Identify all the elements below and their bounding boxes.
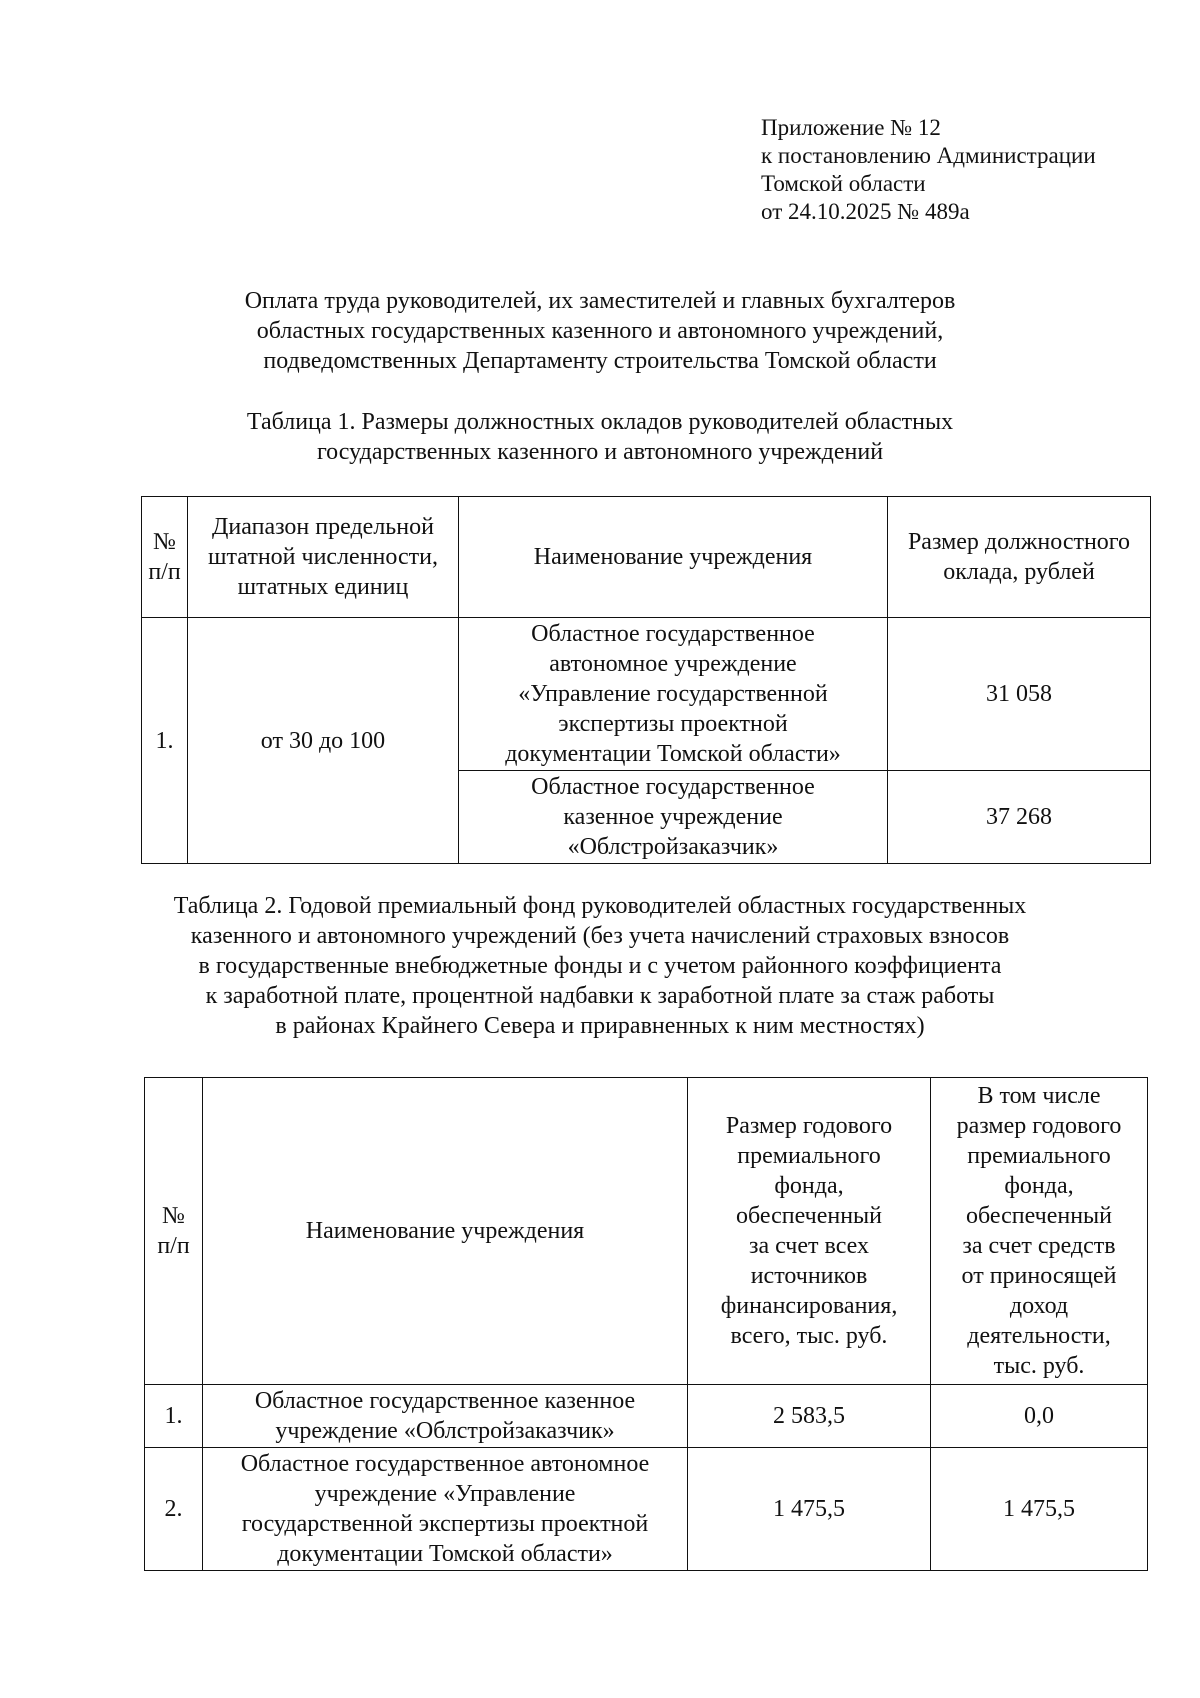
annex-reference: к постановлению Администрации — [761, 143, 1096, 168]
title-line: подведомственных Департаменту строительства Томской области — [263, 348, 937, 374]
header-num: № п/п — [142, 497, 188, 618]
row-num: 2. — [145, 1448, 203, 1571]
total-fund-value: 2 583,5 — [688, 1385, 931, 1448]
header-salary: Размер должностного оклада, рублей — [888, 497, 1151, 618]
institution-name: Областное государственное казенное учреждение «Облстройзаказчик» — [203, 1385, 688, 1448]
row-num: 1. — [145, 1385, 203, 1448]
row-staff-range: от 30 до 100 — [188, 618, 459, 864]
annex-number: Приложение № 12 — [761, 115, 941, 140]
header-num: № п/п — [145, 1078, 203, 1385]
annex-region: Томской области — [761, 171, 926, 196]
caption-line: в государственные внебюджетные фонды и с учетом районного коэффициента — [198, 953, 1002, 979]
table-row — [142, 618, 1151, 771]
caption-line: Таблица 1. Размеры должностных окладов руководителей областных — [246, 409, 954, 435]
row-num: 1. — [142, 618, 188, 864]
annex-date: от 24.10.2025 № 489а — [761, 199, 970, 224]
caption-line: к заработной плате, процентной надбавки к заработной плате за стаж работы — [205, 983, 995, 1009]
salary-value: 37 268 — [888, 771, 1151, 864]
title-line: Оплата труда руководителей, их заместителей и главных бухгалтеров — [244, 288, 956, 314]
header-institution: Наименование учреждения — [203, 1078, 688, 1385]
caption-line: государственных казенного и автономного учреждений — [316, 439, 884, 465]
bonus-fund-table — [144, 1077, 1148, 1571]
institution-name: Областное государственное казенное учреждение «Облстройзаказчик» — [459, 771, 888, 864]
header-institution: Наименование учреждения — [459, 497, 888, 618]
institution-name: Областное государственное автономное учреждение «Управление государственной экспертизы проектной документации Томской области» — [203, 1448, 688, 1571]
table-row — [145, 1448, 1148, 1571]
income-fund-value: 0,0 — [931, 1385, 1148, 1448]
table-header-row — [142, 497, 1151, 618]
header-total-fund: Размер годового премиального фонда, обеспеченный за счет всех источников финансирования, всего, тыс. руб. — [688, 1078, 931, 1385]
salary-value: 31 058 — [888, 618, 1151, 771]
table-header-row — [145, 1078, 1148, 1385]
header-income-fund: В том числе размер годового премиального фонда, обеспеченный за счет средств от приносящей доход деятельности, тыс. руб. — [931, 1078, 1148, 1385]
caption-line: в районах Крайнего Севера и приравненных к ним местностях) — [275, 1013, 925, 1039]
document-title — [100, 286, 1100, 376]
institution-name: Областное государственное автономное учреждение «Управление государственной экспертизы проектной документации Томской области» — [459, 618, 888, 771]
title-line: областных государственных казенного и автономного учреждений, — [256, 318, 944, 344]
caption-line: казенного и автономного учреждений (без учета начислений страховых взносов — [190, 923, 1010, 949]
salary-table — [141, 496, 1151, 864]
header-staff-range: Диапазон предельной штатной численности, штатных единиц — [188, 497, 459, 618]
total-fund-value: 1 475,5 — [688, 1448, 931, 1571]
annex-header — [761, 114, 1181, 226]
table-row — [145, 1385, 1148, 1448]
table2-caption — [100, 891, 1100, 1041]
caption-line: Таблица 2. Годовой премиальный фонд руководителей областных государственных — [173, 893, 1027, 919]
table1-caption — [100, 407, 1100, 467]
income-fund-value: 1 475,5 — [931, 1448, 1148, 1571]
